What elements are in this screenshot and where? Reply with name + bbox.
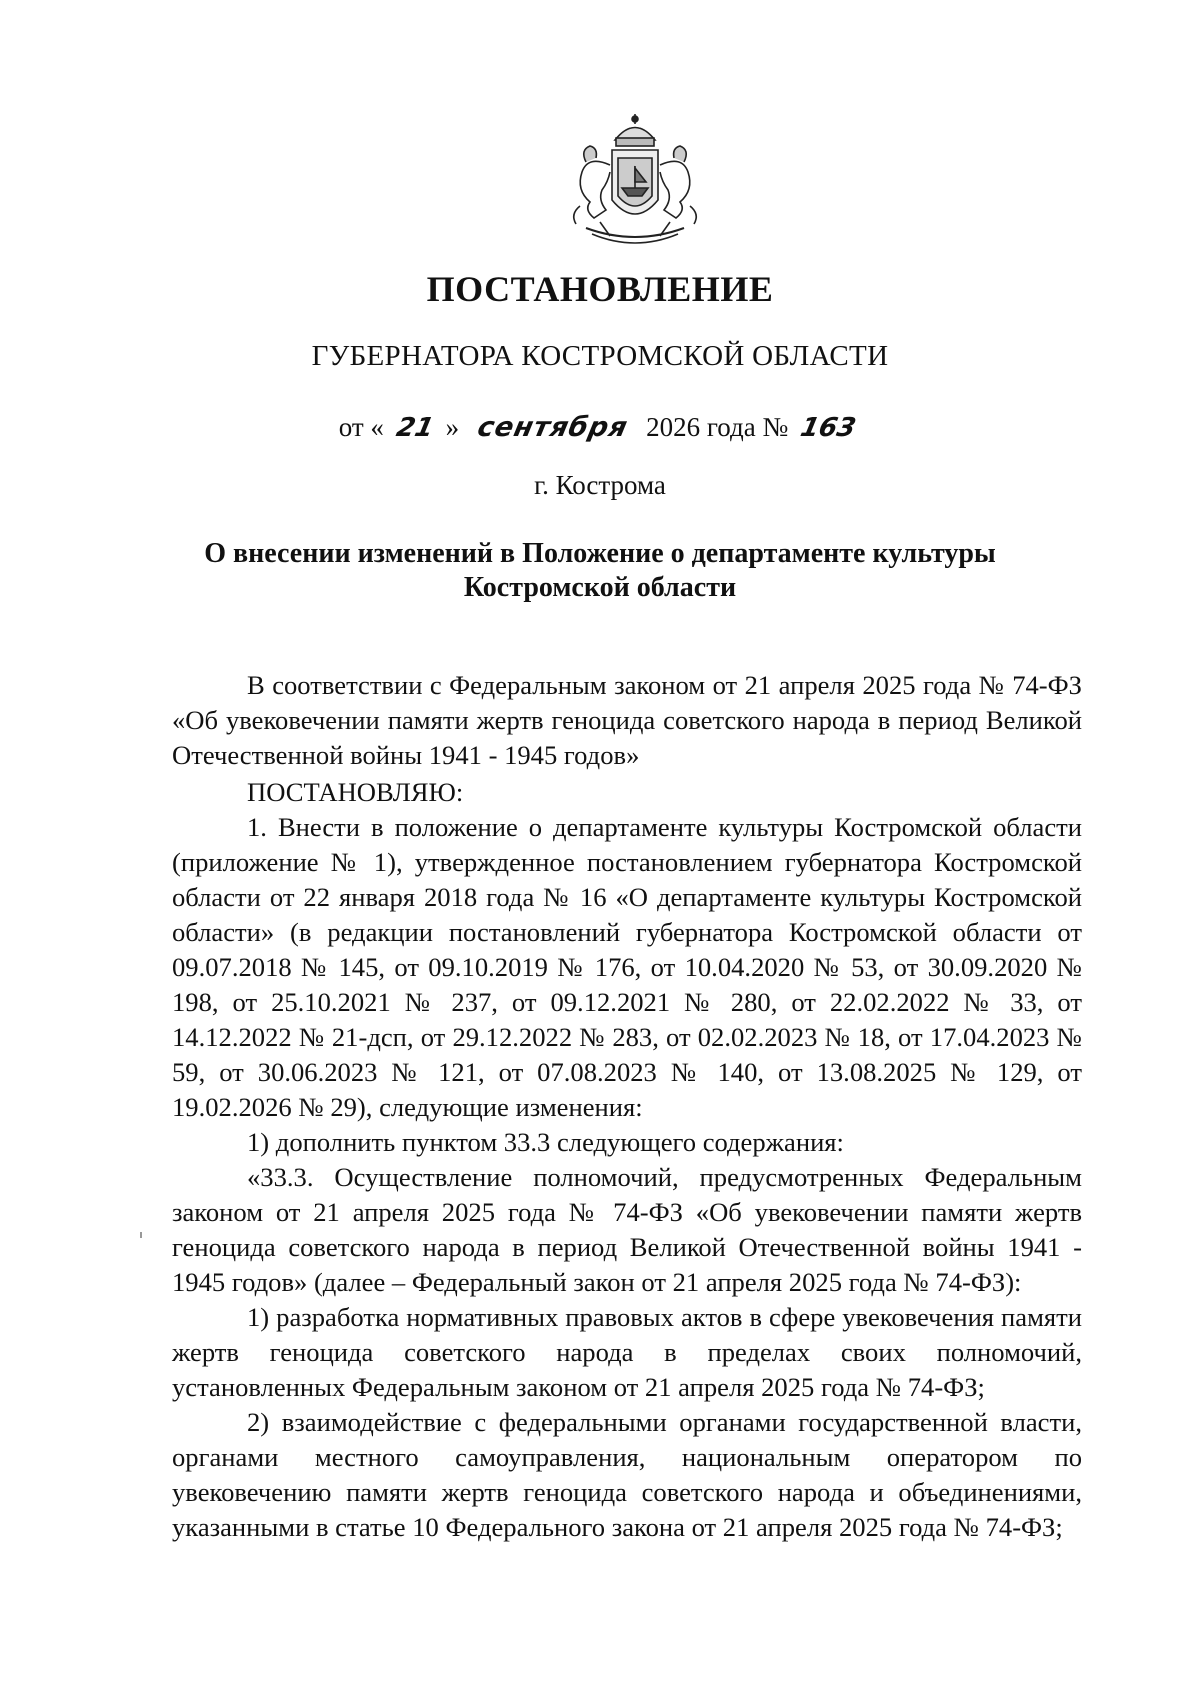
paragraph-subitem-1: 1) дополнить пунктом 33.3 следующего содержания:	[247, 1127, 844, 1157]
handwritten-day: 21	[393, 413, 437, 443]
date-mid: »	[445, 412, 460, 442]
paragraph-decree: ПОСТАНОВЛЯЮ:	[247, 777, 464, 807]
paragraph-item-1: 1. Внести в положение о департаменте культуры Костромской области (приложение № 1), утвержденное постановлением губернатора Костромской области от 22 января 2018 года № 16 «О департаменте культуры Костромской области» (в редакции постановлений губернатора Костромской области от 09.07.2018 № 145, от 09.10.2019 № 176, от 10.04.2020 № 53, от 30.09.2020 № 198, от 25.10.2021 № 237, от 09.12.2021 № 280, от 22.02.2022 № 33, от 14.12.2022 № 21-дсп, от 29.12.2022 № 283, от 02.02.2023 № 18, от 17.04.2023 № 59, от 30.06.2023 № 121, от 07.08.2023 № 140, от 13.08.2025 № 129, от 19.02.2026 № 29), следующие изменения:	[172, 812, 1082, 1122]
issuer-title: ГУБЕРНАТОРА КОСТРОМСКОЙ ОБЛАСТИ	[311, 340, 889, 372]
paragraph-clause-2: 2) взаимодействие с федеральными органами государственной власти, органами местного самоуправления, национальным оператором по увековечению памяти жертв геноцида советского народа и объединениями, указанными в статье 10 Федерального закона от 21 апреля 2025 года № 74-ФЗ;	[172, 1407, 1082, 1542]
paragraph-clause-33-3: «33.3. Осуществление полномочий, предусмотренных Федеральным законом от 21 апреля 2025 года № 74-ФЗ «Об увековечении памяти жертв геноцида советского народа в период Великой Отечественной войны 1941 - 1945 годов» (далее – Федеральный закон от 21 апреля 2025 года № 74-ФЗ):	[172, 1162, 1082, 1297]
paragraph-clause-1: 1) разработка нормативных правовых актов в сфере увековечения памяти жертв геноцида советского народа в пределах своих полномочий, установленных Федеральным законом от 21 апреля 2025 года № 74-ФЗ;	[172, 1302, 1082, 1402]
heading-line-1: О внесении изменений в Положение о департаменте культуры	[204, 538, 996, 569]
date-prefix: от «	[338, 412, 384, 442]
handwritten-month: сентября	[474, 412, 631, 443]
paragraph-preamble: В соответствии с Федеральным законом от 21 апреля 2025 года № 74-ФЗ «Об увековечении памяти жертв геноцида советского народа в период Великой Отечественной войны 1941 - 1945 годов»	[172, 670, 1082, 770]
date-year: 2026 года №	[646, 412, 789, 442]
document-dateline	[0, 412, 1200, 443]
scan-mark	[140, 1232, 142, 1238]
document-heading	[150, 537, 1050, 605]
city-label: г. Кострома	[534, 470, 666, 500]
handwritten-number: 163	[797, 413, 859, 443]
document-type-title: ПОСТАНОВЛЕНИЕ	[426, 269, 774, 309]
coat-of-arms-emblem	[540, 110, 730, 260]
heading-line-2: Костромской области	[463, 572, 737, 603]
document-body	[172, 668, 1082, 1545]
